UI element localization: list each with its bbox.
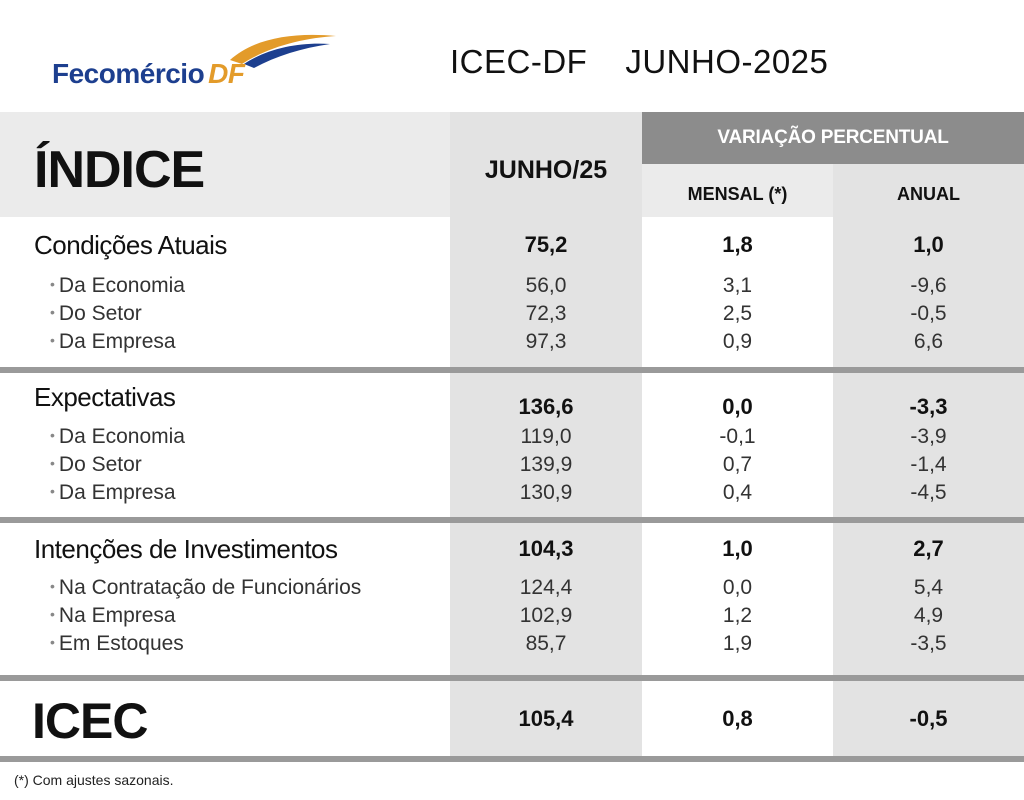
- item-label: Da Economia: [58, 425, 185, 448]
- item-monthly: 3,1: [722, 274, 753, 297]
- item-label: Em Estoques: [58, 632, 184, 655]
- monthly-header: MENSAL (*): [687, 184, 788, 204]
- group-current: 136,6: [518, 394, 574, 419]
- group-monthly: 1,0: [722, 536, 753, 561]
- item-monthly: -0,1: [719, 425, 756, 448]
- total-monthly: 0,8: [722, 706, 753, 731]
- group-label: Condições Atuais: [34, 230, 227, 260]
- table-row: [0, 632, 1024, 660]
- table-row: [0, 330, 1024, 358]
- table-row: [0, 576, 1024, 604]
- item-current: 72,3: [525, 302, 567, 325]
- item-current: 102,9: [519, 604, 573, 627]
- item-current: 124,4: [519, 576, 573, 599]
- bullet-icon: •: [50, 578, 55, 594]
- item-annual: 6,6: [913, 330, 944, 353]
- item-annual: -0,5: [910, 302, 947, 325]
- item-current: 130,9: [519, 481, 573, 504]
- group-annual: 1,0: [913, 232, 944, 257]
- item-monthly: 0,7: [722, 453, 753, 476]
- total-label: ICEC: [32, 693, 148, 749]
- group-divider: [0, 675, 1024, 681]
- total-current: 105,4: [518, 706, 574, 731]
- footnote: (*) Com ajustes sazonais.: [14, 772, 174, 788]
- item-current: 119,0: [520, 425, 572, 448]
- total-annual: -0,5: [909, 706, 948, 731]
- item-monthly: 0,9: [722, 330, 753, 353]
- table-row: [0, 481, 1024, 509]
- item-annual: -4,5: [910, 481, 947, 504]
- index-header: ÍNDICE: [34, 141, 205, 199]
- table-bottom-divider: [0, 756, 1024, 762]
- bullet-icon: •: [50, 304, 55, 320]
- item-current: 97,3: [525, 330, 567, 353]
- item-annual: -3,5: [910, 632, 947, 655]
- title-period: JUNHO-2025: [625, 43, 829, 80]
- annual-header: ANUAL: [897, 184, 960, 204]
- group-row-expectativas: [0, 382, 1024, 419]
- item-monthly: 1,9: [722, 632, 753, 655]
- item-current: 85,7: [525, 632, 567, 655]
- item-current: 139,9: [519, 453, 573, 476]
- item-annual: -9,6: [910, 274, 947, 297]
- item-label: Do Setor: [58, 453, 142, 476]
- bullet-icon: •: [50, 427, 55, 443]
- bullet-icon: •: [50, 483, 55, 499]
- item-label: Na Empresa: [58, 604, 176, 627]
- item-label: Da Empresa: [58, 330, 176, 353]
- item-label: Da Economia: [58, 274, 185, 297]
- table-row: [0, 425, 1024, 453]
- item-annual: 4,9: [913, 604, 944, 627]
- bullet-icon: •: [50, 276, 55, 292]
- table-row: [0, 302, 1024, 330]
- item-label: Do Setor: [58, 302, 142, 325]
- group-label: Expectativas: [34, 382, 176, 412]
- group-monthly: 0,0: [722, 394, 753, 419]
- group-label: Intenções de Investimentos: [34, 534, 338, 564]
- bullet-icon: •: [50, 455, 55, 471]
- item-monthly: 2,5: [722, 302, 753, 325]
- brand-logo: [52, 30, 292, 92]
- group-divider: [0, 517, 1024, 523]
- item-monthly: 0,0: [722, 576, 753, 599]
- group-annual: 2,7: [913, 536, 944, 561]
- item-monthly: 0,4: [722, 481, 753, 504]
- table-row: [0, 453, 1024, 481]
- item-annual: -3,9: [910, 425, 947, 448]
- item-label: Da Empresa: [58, 481, 176, 504]
- item-label: Na Contratação de Funcionários: [58, 576, 362, 599]
- bullet-icon: •: [50, 634, 55, 650]
- group-monthly: 1,8: [722, 232, 753, 257]
- item-monthly: 1,2: [722, 604, 753, 627]
- table-row: [0, 274, 1024, 302]
- current-header: JUNHO/25: [484, 156, 608, 184]
- group-divider: [0, 367, 1024, 373]
- item-current: 56,0: [525, 274, 567, 297]
- table-row: [0, 604, 1024, 632]
- item-annual: 5,4: [913, 576, 944, 599]
- group-annual: -3,3: [909, 394, 948, 419]
- brand-name: Fecomércio: [52, 58, 205, 89]
- group-current: 104,3: [518, 536, 574, 561]
- title-index: ICEC-DF: [450, 43, 588, 80]
- group-current: 75,2: [524, 232, 568, 257]
- page-title: [450, 43, 828, 81]
- variation-header: VARIAÇÃO PERCENTUAL: [642, 112, 1024, 164]
- group-row-investimentos: [0, 534, 1024, 568]
- bullet-icon: •: [50, 332, 55, 348]
- item-annual: -1,4: [910, 453, 947, 476]
- group-row-condicoes: [0, 230, 1024, 264]
- bullet-icon: •: [50, 606, 55, 622]
- brand-suffix: DF: [208, 58, 245, 89]
